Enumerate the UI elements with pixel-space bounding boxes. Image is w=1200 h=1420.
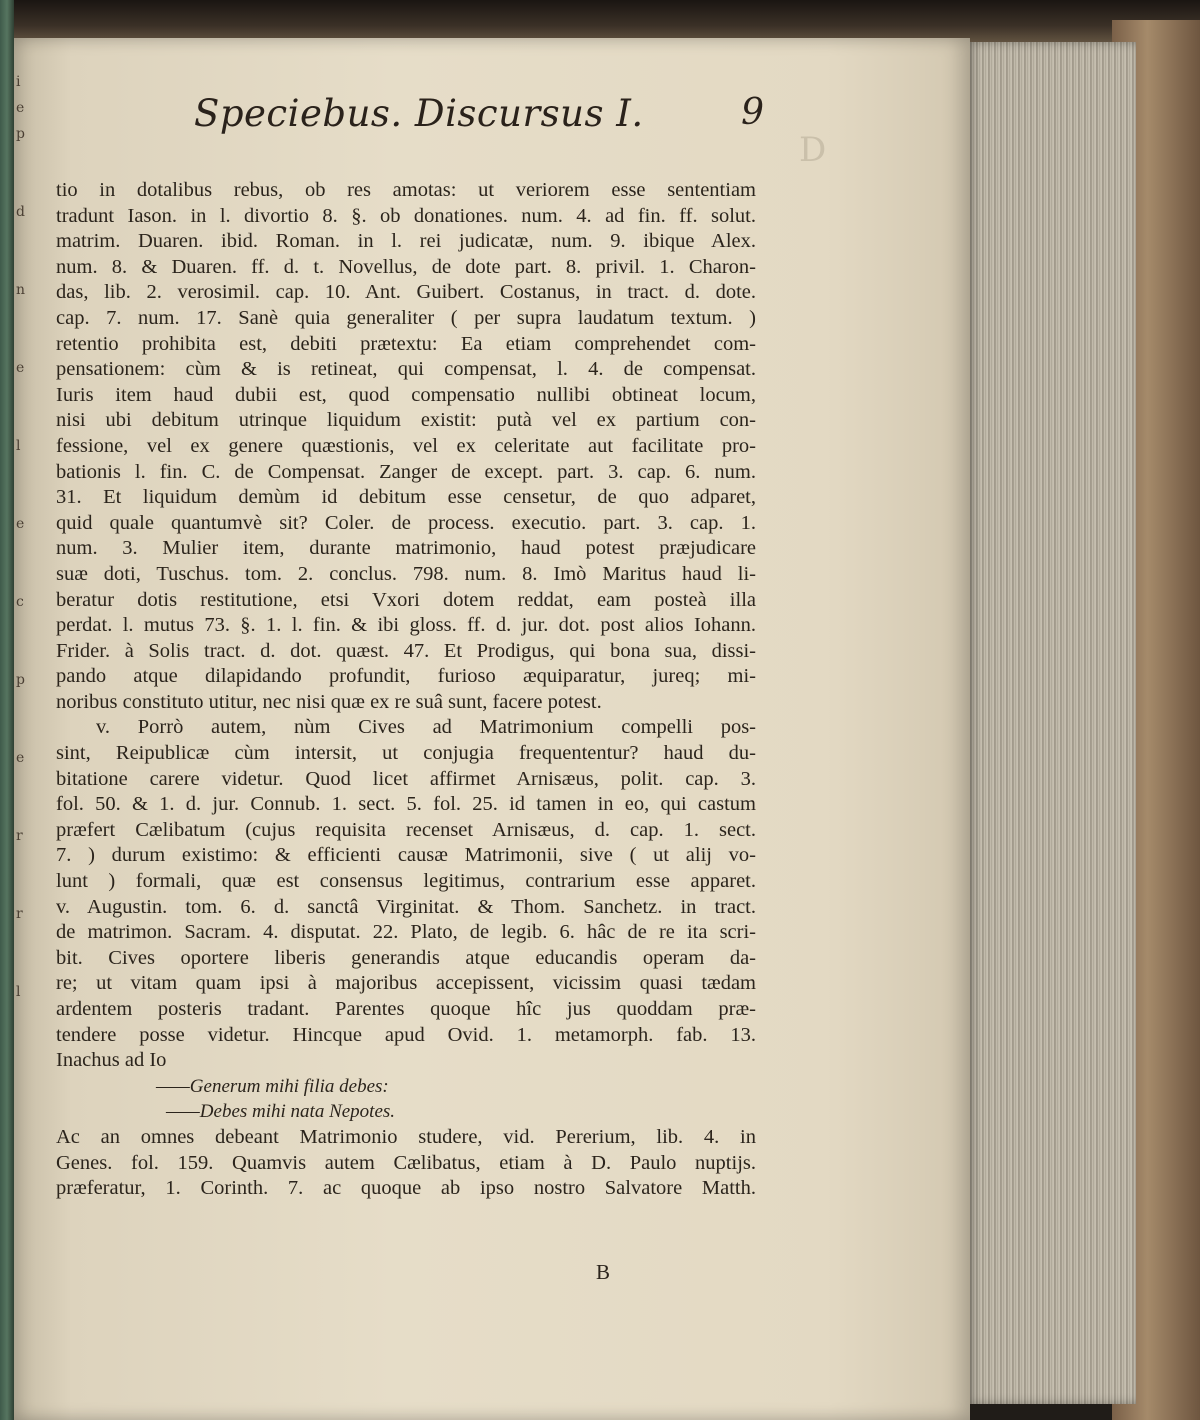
text-line: suæ doti, Tuschus. tom. 2. conclus. 798. num. 8. Imò Maritus haud li- — [56, 562, 756, 585]
gutter-char: e — [16, 360, 25, 376]
text-line: bationis l. fin. C. de Compensat. Zanger de except. part. 3. cap. 6. num. — [56, 460, 756, 483]
book-cover-left — [0, 0, 14, 1420]
text-line: matrim. Duaren. ibid. Roman. in l. rei judicatæ, num. 9. ibique Alex. — [56, 230, 756, 253]
text-line: 31. Et liquidum demùm id debitum esse censetur, de quo adparet, — [56, 486, 756, 509]
gutter-char: d — [16, 204, 25, 220]
text-line: v. Porrò autem, nùm Cives ad Matrimonium compelli pos- — [96, 716, 756, 739]
text-line: sint, Reipublicæ cùm intersit, ut conjugia frequententur? haud du- — [56, 742, 756, 765]
text-line: præfert Cælibatum (cujus requisita recenset Arnisæus, d. cap. 1. sect. — [56, 818, 756, 841]
text-line: cap. 7. num. 17. Sanè quia generaliter ( per supra laudatum textum. ) — [56, 306, 756, 329]
text-line: Inachus ad Io — [56, 1049, 167, 1072]
text-line: das, lib. 2. verosimil. cap. 10. Ant. Guibert. Costanus, in tract. d. dote. — [56, 281, 756, 304]
text-line: num. 3. Mulier item, durante matrimonio, haud potest præjudicare — [56, 537, 756, 560]
body-text — [56, 178, 756, 1202]
gutter-char: c — [16, 594, 24, 610]
verse-line: ——Debes mihi nata Nepotes. — [166, 1101, 396, 1123]
gutter-char: p — [16, 672, 25, 688]
text-line: tradunt Iason. in l. divortio 8. §. ob donationes. num. 4. ad fin. ff. solut. — [56, 204, 756, 227]
text-line: retentio prohibita est, debiti prætextu: Ea etiam comprehendet com- — [56, 332, 756, 355]
text-line: præferatur, 1. Corinth. 7. ac quoque ab ipso nostro Salvatore Matth. — [56, 1177, 756, 1200]
gutter-char: l — [16, 984, 21, 1000]
gutter-char: r — [16, 828, 23, 844]
text-line: noribus constituto utitur, nec nisi quæ ex re suâ sunt, facere potest. — [56, 690, 602, 713]
gutter-char: p — [16, 126, 25, 142]
page-number: 9 — [741, 92, 764, 133]
gutter-char: l — [16, 438, 21, 454]
text-line: pensationem: cùm & is retineat, qui compensat, l. 4. de compensat. — [56, 358, 756, 381]
text-line: fessione, vel ex genere quæstionis, vel ex celeritate aut facilitate pro- — [56, 434, 756, 457]
text-line: 7. ) durum existimo: & efficienti causæ Matrimonii, sive ( ut alij vo- — [56, 844, 756, 867]
text-line: Iuris item haud dubii est, quod compensatio nullibi obtineat locum, — [56, 383, 756, 406]
text-line: quid quale quantumvè sit? Coler. de process. executio. part. 3. cap. 1. — [56, 511, 756, 534]
text-line: perdat. l. mutus 73. §. 1. l. fin. & ibi gloss. ff. d. jur. dot. post alios Iohann. — [56, 614, 756, 637]
running-head: Speciebus. Discursus I. — [194, 92, 644, 135]
gutter-char: i — [16, 74, 21, 90]
gutter-char: e — [16, 750, 25, 766]
page-block-edge — [966, 42, 1136, 1404]
page-header — [174, 92, 764, 152]
text-line: pando atque dilapidando profundit, furioso æquiparatur, jureq; mi- — [56, 665, 756, 688]
text-line: v. Augustin. tom. 6. d. sanctâ Virginitat. & Thom. Sanchetz. in tract. — [56, 895, 756, 918]
text-line: bitatione carere videtur. Quod licet affirmet Arnisæus, polit. cap. 3. — [56, 767, 756, 790]
text-line: tio in dotalibus rebus, ob res amotas: ut veriorem esse sententiam — [56, 179, 756, 201]
text-line: Ac an omnes debeant Matrimonio studere, vid. Pererium, lib. 4. in — [56, 1125, 756, 1148]
text-line: nisi ubi debitum utrinque liquidum existit: putà vel ex partium con- — [56, 409, 756, 432]
bleed-through-text: D — [799, 130, 829, 170]
gutter-char: n — [16, 282, 26, 298]
gutter-fragments — [14, 74, 30, 1374]
book-page — [14, 38, 970, 1420]
text-line: lunt ) formali, quæ est consensus legitimus, contrarium esse apparet. — [56, 870, 756, 893]
text-line: beratur dotis restitutione, etsi Vxori dotem reddat, eam posteà illa — [56, 588, 756, 611]
text-line: Frider. à Solis tract. d. dot. quæst. 47. Et Prodigus, qui bona sua, dissi- — [56, 639, 756, 662]
text-line: de matrimon. Sacram. 4. disputat. 22. Plato, de legib. 6. hâc de re ita scri- — [56, 921, 756, 944]
text-line: bit. Cives oportere liberis generandis atque educandis operam da- — [56, 946, 756, 969]
signature-mark: B — [596, 1260, 611, 1284]
text-line: tendere posse videtur. Hincque apud Ovid. 1. metamorph. fab. 13. — [56, 1023, 756, 1046]
gutter-char: e — [16, 100, 25, 116]
gutter-char: e — [16, 516, 25, 532]
verse-line: ——Generum mihi filia debes: — [156, 1075, 389, 1097]
text-line: re; ut vitam quam ipsi à majoribus accepissent, vicissim quasi tædam — [56, 972, 756, 995]
text-line: num. 8. & Duaren. ff. d. t. Novellus, de dote part. 8. privil. 1. Charon- — [56, 255, 756, 278]
text-line: fol. 50. & 1. d. jur. Connub. 1. sect. 5. fol. 25. id tamen in eo, qui castum — [56, 793, 756, 816]
gutter-char: r — [16, 906, 23, 922]
text-line: ardentem posteris tradant. Parentes quoque hîc jus quoddam præ- — [56, 998, 756, 1020]
text-line: Genes. fol. 159. Quamvis autem Cælibatus, etiam à D. Paulo nuptijs. — [56, 1151, 756, 1174]
